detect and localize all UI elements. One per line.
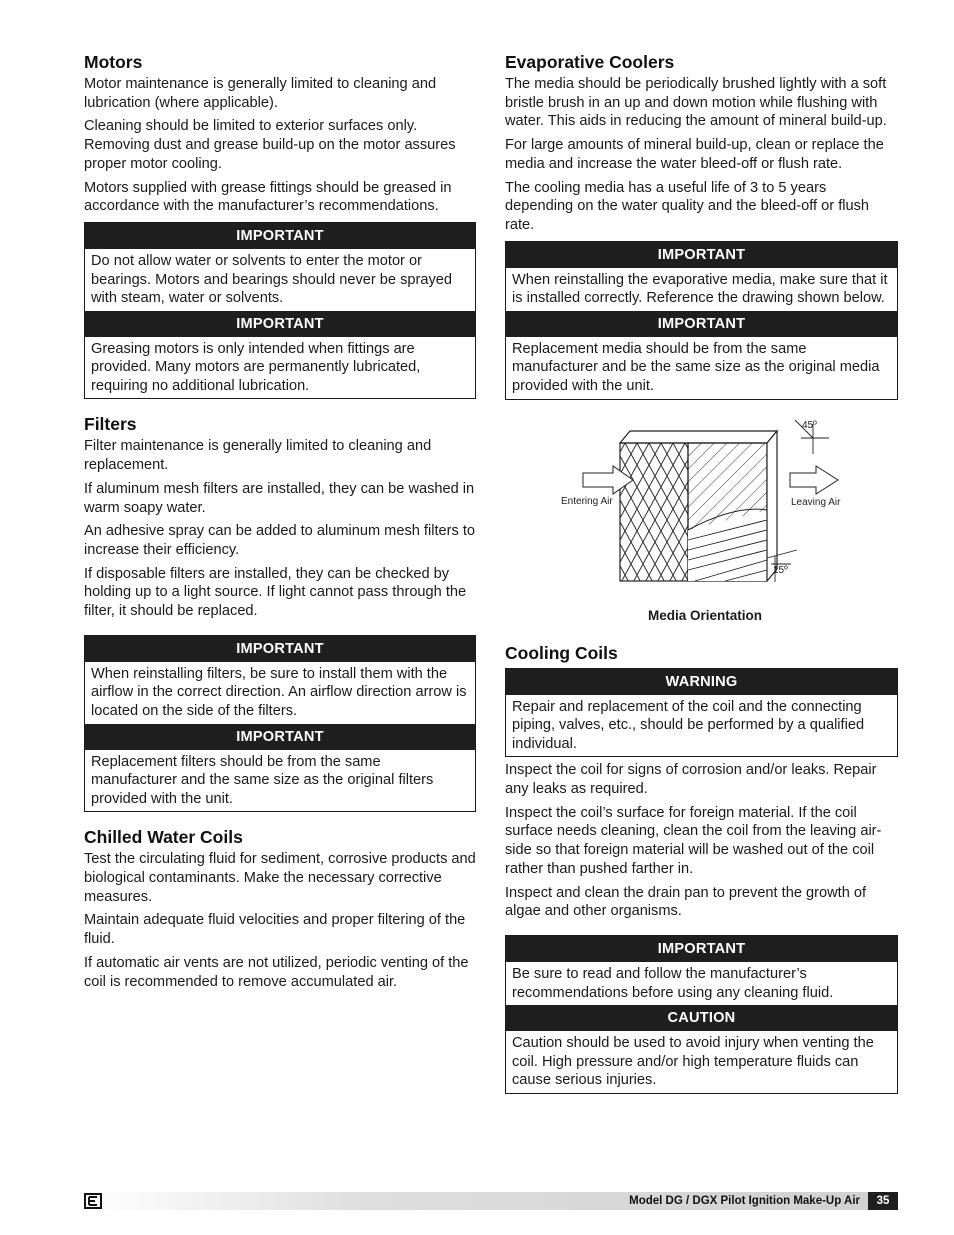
notice-heading: IMPORTANT (506, 242, 897, 268)
notice-body: Repair and replacement of the coil and the connecting piping, valves, etc., should be performed by a qualified individual. (512, 698, 865, 752)
evap-paragraph: The media should be periodically brushed lightly with a soft bristle brush in an up and down motion while flushing with water. This aids in reducing the amount of mineral build-up. (505, 76, 887, 130)
angle-15-label: 15º (773, 564, 788, 576)
notice-body: Replacement filters should be from the same manufacturer and the same size as the original filters provided with the unit. (91, 753, 434, 807)
filters-paragraph: Filter maintenance is generally limited to cleaning and replacement. (84, 438, 432, 474)
coils-important-caution-notices (505, 935, 898, 1094)
left-column (84, 51, 476, 996)
motors-heading: Motors (84, 52, 143, 72)
notice-body: Caution should be used to avoid injury when venting the coil. High pressure and/or high temperature fluids can cause serious injuries. (512, 1035, 874, 1089)
entering-air-label: Entering Air (561, 495, 613, 507)
notice-heading: IMPORTANT (85, 223, 475, 249)
notice-heading: CAUTION (506, 1005, 897, 1031)
angle-45-label: 45º (802, 419, 817, 431)
notice-heading: WARNING (506, 669, 897, 695)
notice-body: Be sure to read and follow the manufacturer’s recommendations before using any cleaning fluid. (512, 966, 834, 1001)
motors-paragraph: Motor maintenance is generally limited to cleaning and lubrication (where applicable). (84, 76, 437, 111)
chilled-paragraph: Test the circulating fluid for sediment, corrosive products and biological contaminants. Make the necessary corrective measures. (84, 851, 476, 905)
media-orientation-drawing (505, 410, 898, 610)
page-number: 35 (868, 1192, 898, 1210)
filters-paragraph: If aluminum mesh filters are installed, they can be washed in warm soapy water. (84, 480, 475, 516)
media-orientation-figure (505, 410, 898, 628)
motors-paragraph: Motors supplied with grease fittings should be greased in accordance with the manufacturer’s recommendations. (84, 179, 452, 215)
chilled-paragraph: If automatic air vents are not utilized, periodic venting of the coil is recommended to remove accumulated air. (84, 954, 469, 990)
notice-body: Do not allow water or solvents to enter the motor or bearings. Motors and bearings should never be sprayed with steam, water or solvents. (91, 252, 453, 307)
footer-title: Model DG / DGX Pilot Ignition Make-Up Air (629, 1195, 860, 1207)
notice-body: Replacement media should be from the same manufacturer and be the same size as the original media provided with the unit. (512, 340, 880, 394)
filters-paragraph: An adhesive spray can be added to aluminum mesh filters to increase their efficiency. (84, 523, 476, 558)
evap-important-notices (505, 241, 898, 400)
chilled-paragraph: Maintain adequate fluid velocities and proper filtering of the fluid. (84, 912, 466, 948)
notice-heading: IMPORTANT (506, 936, 897, 962)
notice-heading: IMPORTANT (506, 311, 897, 337)
filters-heading: Filters (84, 414, 137, 435)
evap-paragraph: For large amounts of mineral build-up, clean or replace the media and increase the water bleed-off or flush rate. (505, 137, 884, 172)
evaporative-coolers-heading: Evaporative Coolers (505, 52, 675, 72)
motors-important-notices (84, 222, 476, 400)
cooling-coils-heading: Cooling Coils (505, 642, 618, 663)
coils-paragraph: Inspect the coil’s surface for foreign material. If the coil surface needs cleaning, clean the coil from the leaving air-side so that foreign material will be washed out of the coil rather than pushed farther in. (505, 804, 882, 877)
filters-paragraph: If disposable filters are installed, they can be checked by holding up to a light source. If light cannot pass through the filter, it should be replaced. (84, 565, 467, 620)
leaving-air-label: Leaving Air (791, 496, 841, 508)
notice-heading: IMPORTANT (85, 311, 475, 337)
filters-important-notices (84, 635, 476, 813)
notice-body: When reinstalling filters, be sure to install them with the airflow in the correct direction. An airflow direction arrow is located on the side of the filters. (91, 665, 467, 719)
coils-paragraph: Inspect the coil for signs of corrosion and/or leaks. Repair any leaks as required. (505, 762, 877, 798)
figure-caption: Media Orientation (647, 607, 762, 623)
notice-body: Greasing motors is only intended when fittings are provided. Many motors are permanently lubricated, requiring no additional lubrication. (91, 340, 421, 394)
motors-paragraph: Cleaning should be limited to exterior surfaces only. Removing dust and grease build-up on the motor assures proper motor cooling. (84, 118, 456, 172)
notice-heading: IMPORTANT (85, 636, 475, 662)
notice-body: When reinstalling the evaporative media, make sure that it is installed correctly. Reference the drawing shown below. (512, 271, 888, 307)
notice-heading: IMPORTANT (85, 724, 475, 750)
brand-logo-icon (84, 1193, 102, 1209)
coils-paragraph: Inspect and clean the drain pan to prevent the growth of algae and other organisms. (505, 884, 867, 920)
coils-warning-notice (505, 668, 898, 758)
evap-paragraph: The cooling media has a useful life of 3 to 5 years depending on the water quality and the bleed-off or flush rate. (505, 179, 870, 233)
chilled-water-coils-heading: Chilled Water Coils (84, 827, 243, 848)
right-column (505, 51, 898, 1103)
